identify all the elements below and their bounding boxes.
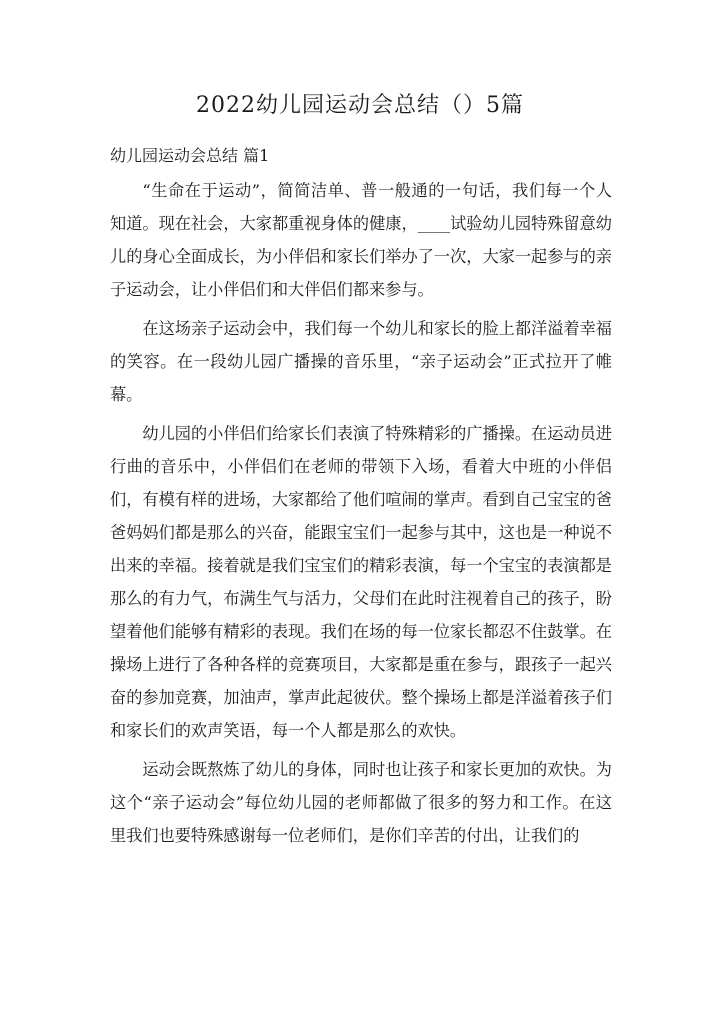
section-heading: 幼儿园运动会总结 篇1 <box>110 146 270 165</box>
paragraph: 在这场亲子运动会中，我们每一个幼儿和家长的脸上都洋溢着幸福的笑容。在一段幼儿园广播操的音乐里，“亲子运动会”正式拉开了帷幕。 <box>110 319 612 404</box>
paragraph: 幼儿园的小伴侣们给家长们表演了特殊精彩的广播操。在运动员进行曲的音乐中，小伴侣们在老师的带领下入场，看着大中班的小伴侣们，有模有样的进场，大家都给了他们喧闹的掌声。看到自己宝宝的爸爸妈妈们都是那么的兴奋，能跟宝宝们一起参与其中，这也是一种说不出来的幸福。接着就是我们宝宝们的精彩表演，每一个宝宝的表演都是那么的有力气，布满生气与活力，父母们在此时注视着自己的孩子，盼望着他们能够有精彩的表现。我们在场的每一位家长都忍不住鼓掌。在操场上进行了各种各样的竞赛项目，大家都是重在参与，跟孩子一起兴奋的参加竞赛，加油声，掌声此起彼伏。整个操场上都是洋溢着孩子们和家长们的欢声笑语，每一个人都是那么的欢快。 <box>110 424 612 740</box>
document-body <box>110 174 612 858</box>
document-title: 2022幼儿园运动会总结（）5篇 <box>196 93 524 118</box>
paragraph: 运动会既熬炼了幼儿的身体，同时也让孩子和家长更加的欢快。为这个“亲子运动会”每位幼儿园的老师都做了很多的努力和工作。在这里我们也要特殊感谢每一位老师们，是你们辛苦的付出，让我们的 <box>110 760 612 845</box>
paragraph: “生命在于运动”，简简洁单、普一般通的一句话，我们每一个人知道。现在社会，大家都重视身体的健康，____试验幼儿园特殊留意幼儿的身心全面成长，为小伴侣和家长们举办了一次，大家一起参与的亲子运动会，让小伴侣们和大伴侣们都来参与。 <box>110 181 612 299</box>
